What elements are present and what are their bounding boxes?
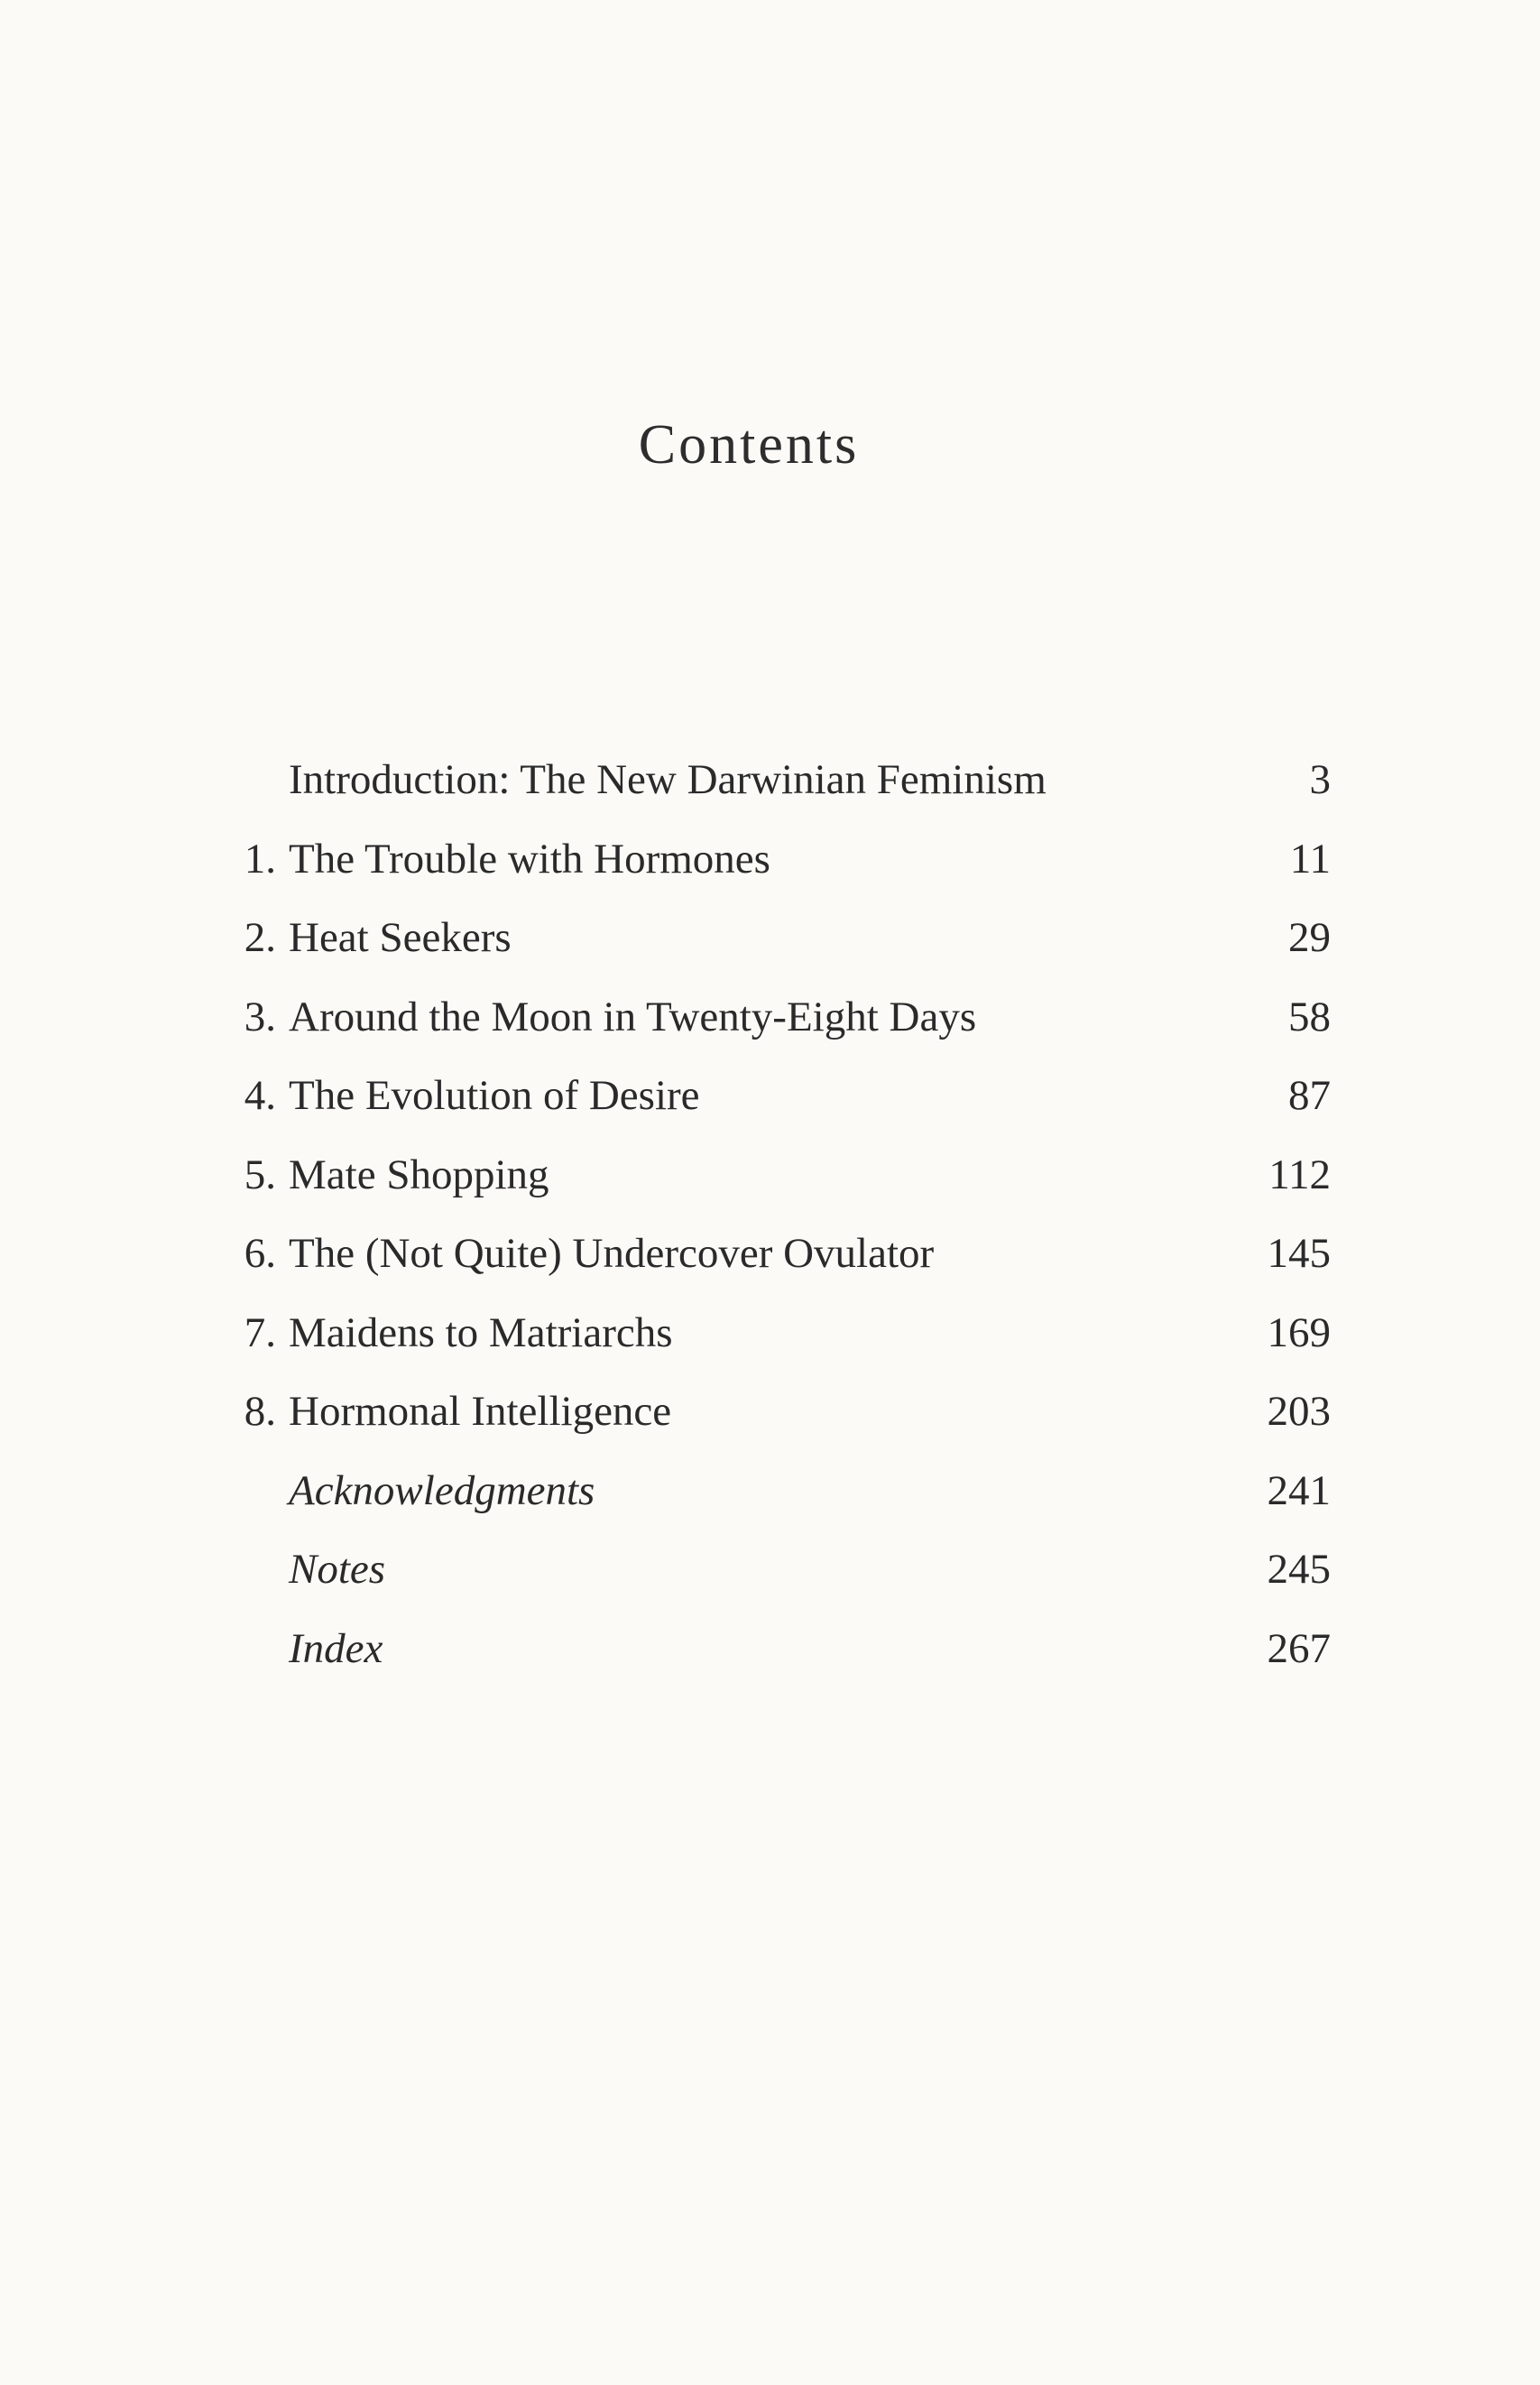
toc-entry [0,1451,1540,1530]
toc-entry-page-number: 87 [1288,1072,1331,1119]
toc-entry-page-number: 29 [1288,914,1331,961]
toc-entry-title: The Trouble with Hormones [289,835,770,883]
toc-entry [0,1293,1540,1373]
toc-entry-number: 3. [244,993,276,1040]
toc-entry [0,1372,1540,1451]
toc-entry [0,740,1540,819]
toc-entry-title: Hormonal Intelligence [289,1388,672,1435]
toc-entry [0,898,1540,977]
toc-entry-number: 8. [244,1388,276,1435]
page-title: Contents [638,414,860,476]
toc-entry-title: Notes [289,1546,386,1593]
toc-entry [0,1530,1540,1609]
toc-entry-number: 4. [244,1072,276,1119]
toc-entry-page-number: 58 [1288,993,1331,1040]
toc-entry [0,1609,1540,1688]
toc-entry [0,1214,1540,1293]
toc-entry-page-number: 169 [1267,1308,1331,1356]
toc-entry [0,1135,1540,1215]
toc-entry-title: The Evolution of Desire [289,1072,700,1119]
toc-entry-number: 7. [244,1308,276,1356]
toc-entry-number: 1. [244,835,276,883]
toc-entry-page-number: 245 [1267,1546,1331,1593]
toc-entry-page-number: 11 [1289,835,1331,883]
toc-entry-page-number: 112 [1268,1151,1331,1198]
toc-entry-number: 5. [244,1151,276,1198]
toc-entry-title: Mate Shopping [289,1151,549,1198]
toc-entry-title: Acknowledgments [289,1466,595,1514]
toc-entry-title: The (Not Quite) Undercover Ovulator [289,1230,935,1277]
toc-entry-title: Around the Moon in Twenty-Eight Days [289,993,977,1040]
toc-entry-page-number: 145 [1267,1230,1331,1277]
toc-entry [0,977,1540,1057]
toc-entry-title: Heat Seekers [289,914,512,961]
toc-entry-title: Index [289,1624,383,1672]
toc-entry-page-number: 241 [1267,1466,1331,1514]
toc-entry-page-number: 3 [1309,756,1331,803]
toc-entry-number: 2. [244,914,276,961]
toc-entry-page-number: 267 [1267,1624,1331,1672]
toc-entry [0,819,1540,899]
toc-entry-title: Maidens to Matriarchs [289,1308,673,1356]
toc-entry-number: 6. [244,1230,276,1277]
toc-entry-title: Introduction: The New Darwinian Feminism [289,756,1047,803]
toc-entry-page-number: 203 [1267,1388,1331,1435]
toc-entry [0,1056,1540,1135]
